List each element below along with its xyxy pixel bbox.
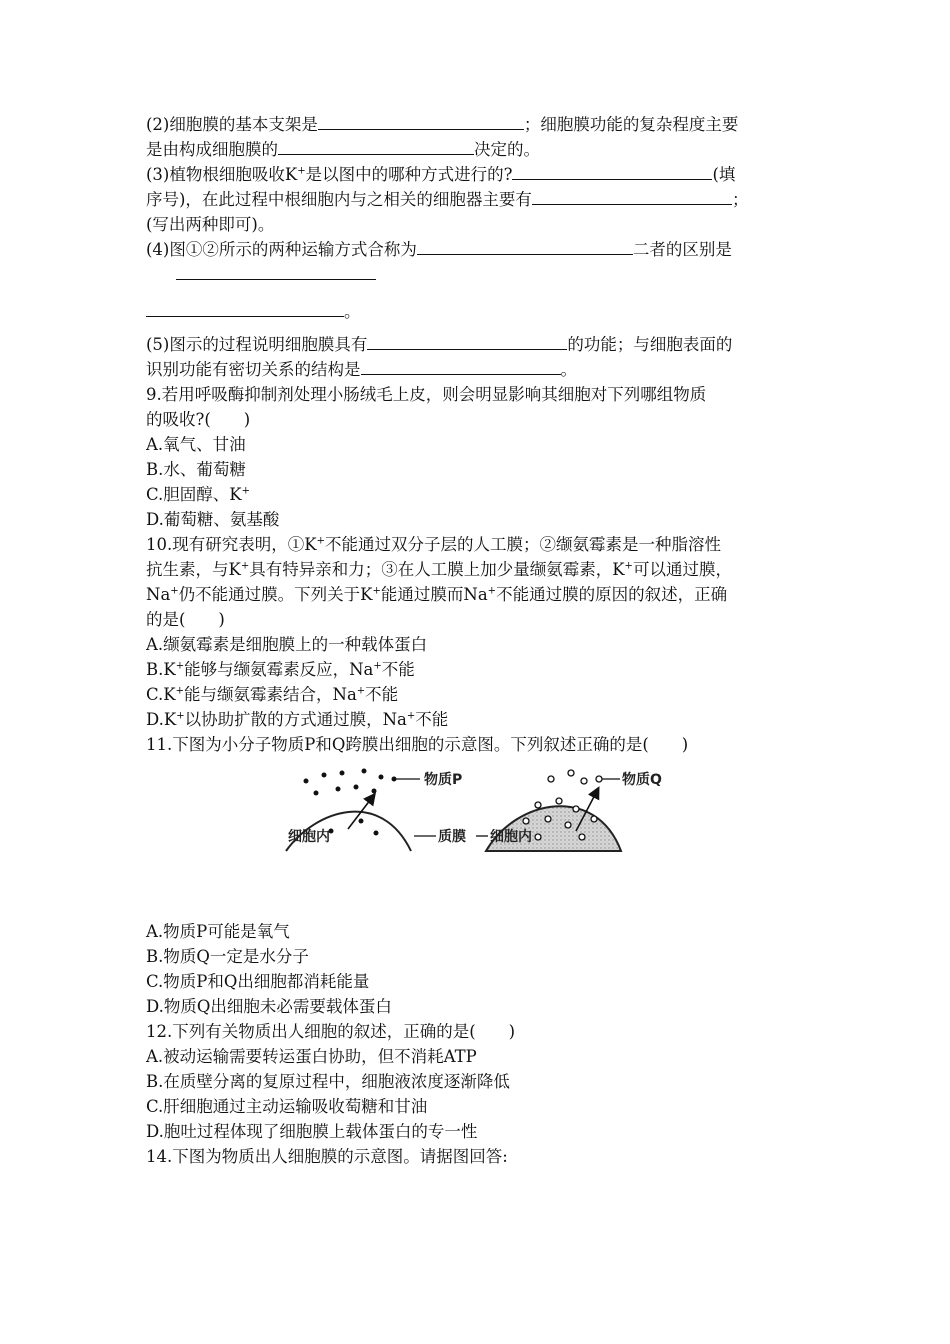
q9-stem-line2: 的吸收?( ) bbox=[146, 410, 251, 429]
q8-part3-line1: (3)植物根细胞吸收K+是以图中的哪种方式进行的? (填 bbox=[146, 165, 736, 184]
substance-p-molecules bbox=[304, 769, 384, 836]
q11-option-d[interactable]: D.物质Q出细胞未必需要载体蛋白 bbox=[146, 997, 392, 1016]
label-membrane: 质膜 bbox=[438, 829, 466, 845]
q12-option-d[interactable]: D.胞吐过程体现了细胞膜上载体蛋白的专一性 bbox=[146, 1122, 478, 1141]
q11-option-c[interactable]: C.物质P和Q出细胞都消耗能量 bbox=[146, 972, 370, 991]
q11-option-a[interactable]: A.物质P可能是氧气 bbox=[146, 922, 290, 941]
worksheet-page bbox=[146, 112, 816, 1169]
label-inside-right: 细胞内 bbox=[490, 829, 532, 845]
q9-option-b[interactable]: B.水、葡萄糖 bbox=[146, 460, 246, 479]
answer-blank[interactable] bbox=[512, 163, 712, 180]
q12-option-b[interactable]: B.在质壁分离的复原过程中，细胞液浓度逐渐降低 bbox=[146, 1072, 510, 1091]
q14-stem: 14.下图为物质出人细胞膜的示意图。请据图回答: bbox=[146, 1147, 508, 1166]
q8-part3-line2: 序号)，在此过程中根细胞内与之相关的细胞器主要有 ； bbox=[146, 190, 749, 209]
q9-option-d[interactable]: D.葡萄糖、氨基酸 bbox=[146, 510, 280, 529]
q11-stem: 11.下图为小分子物质P和Q跨膜出细胞的示意图。下列叙述正确的是( ) bbox=[146, 735, 689, 754]
q12-stem: 12.下列有关物质出人细胞的叙述，正确的是( ) bbox=[146, 1022, 516, 1041]
q8-part5-line1: (5)图示的过程说明细胞膜具有 的功能；与细胞表面的 bbox=[146, 335, 733, 354]
q10-option-d[interactable]: D.K+以协助扩散的方式通过膜，Na+不能 bbox=[146, 710, 449, 729]
answer-blank[interactable] bbox=[176, 263, 376, 280]
answer-blank[interactable] bbox=[278, 138, 474, 155]
q9-option-a[interactable]: A.氧气、甘油 bbox=[146, 435, 246, 454]
q10-option-b[interactable]: B.K+能够与缬氨霉素反应，Na+不能 bbox=[146, 660, 415, 679]
q10-stem-line3: Na+仍不能通过膜。下列关于K+能通过膜而Na+不能通过膜的原因的叙述，正确 bbox=[146, 585, 728, 604]
label-substance-p: 物质P bbox=[424, 772, 463, 788]
q8-part4-line2 bbox=[146, 262, 816, 292]
q11-figure bbox=[146, 759, 816, 919]
q9-option-c[interactable]: C.胆固醇、K+ bbox=[146, 485, 250, 504]
q12-option-c[interactable]: C.肝细胞通过主动运输吸收萄糖和甘油 bbox=[146, 1097, 428, 1116]
answer-blank[interactable] bbox=[318, 113, 524, 130]
q11-option-b[interactable]: B.物质Q一定是水分子 bbox=[146, 947, 309, 966]
q8-part2-line2: 是由构成细胞膜的 决定的。 bbox=[146, 140, 540, 159]
q8-part2-line1: (2)细胞膜的基本支架是 ；细胞膜功能的复杂程度主要 bbox=[146, 115, 739, 134]
q10-option-c[interactable]: C.K+能与缬氨霉素结合，Na+不能 bbox=[146, 685, 399, 704]
q8-part4-line1: (4)图①②所示的两种运输方式合称为 二者的区别是 bbox=[146, 240, 732, 259]
label-substance-q: 物质Q bbox=[622, 772, 662, 788]
q10-stem-line1: 10.现有研究表明，①K+不能通过双分子层的人工膜；②缬氨霉素是一种脂溶性 bbox=[146, 535, 721, 554]
q8-part3-line3: (写出两种即可)。 bbox=[146, 215, 275, 234]
answer-blank[interactable] bbox=[532, 188, 732, 205]
q8-part4-line3: 。 bbox=[146, 292, 816, 332]
answer-blank[interactable] bbox=[367, 333, 567, 350]
p-label-dot bbox=[392, 777, 397, 782]
answer-blank[interactable] bbox=[417, 238, 633, 255]
label-inside-left: 细胞内 bbox=[288, 829, 330, 845]
q-label-dot bbox=[596, 776, 602, 782]
answer-blank[interactable] bbox=[361, 358, 561, 375]
q10-stem-line4: 的是( ) bbox=[146, 610, 225, 629]
q12-option-a[interactable]: A.被动运输需要转运蛋白协助，但不消耗ATP bbox=[146, 1047, 477, 1066]
q9-stem-line1: 9.若用呼吸酶抑制剂处理小肠绒毛上皮，则会明显影响其细胞对下列哪组物质 bbox=[146, 385, 707, 404]
answer-blank[interactable] bbox=[146, 300, 344, 317]
q8-part5-line2: 识别功能有密切关系的结构是 。 bbox=[146, 360, 577, 379]
q10-stem-line2: 抗生素，与K+具有特异亲和力；③在人工膜上加少量缬氨霉素，K+可以通过膜， bbox=[146, 560, 732, 579]
q10-option-a[interactable]: A.缬氨霉素是细胞膜上的一种载体蛋白 bbox=[146, 635, 428, 654]
membrane-transport-diagram bbox=[276, 759, 676, 869]
